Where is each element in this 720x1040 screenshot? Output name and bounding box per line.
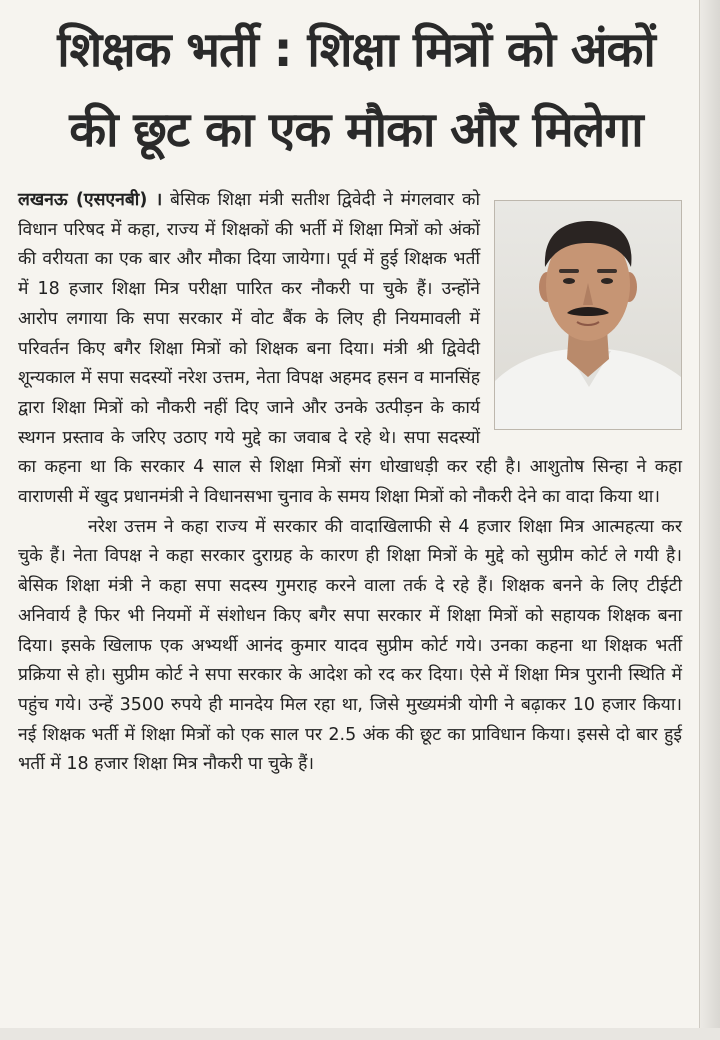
page-bottom-edge: [0, 1028, 720, 1040]
article-body: [18, 186, 682, 780]
paragraph-2: नरेश उत्तम ने कहा राज्य में सरकार की वादाखिलाफी से 4 हजार शिक्षा मित्र आत्महत्या कर चुके हैं। नेता विपक्ष ने कहा सरकार दुराग्रह के कारण ही शिक्षा मित्रों के मुद्दे को सुप्रीम कोर्ट ले गयी है। बेसिक शिक्षा मंत्री ने कहा सपा सदस्य गुमराह करने वाला तर्क दे रहे हैं। शिक्षक बनने के लिए टीईटी अनिवार्य है फिर भी नियमों में संशोधन किए बगैर सपा सरकार में शिक्षा मित्रों को सहायक शिक्षक बना दिया। इसके खिलाफ एक अभ्यर्थी आनंद कुमार यादव सुप्रीम कोर्ट गये। उनका कहना था शिक्षक भर्ती प्रक्रिया से हो। सुप्रीम कोर्ट ने सपा सरकार के आदेश को रद कर दिया। ऐसे में शिक्षा मित्र पुरानी स्थिति में पहुंच गये। उन्हें 3500 रुपये ही मानदेय मिल रहा था, जिसे मुख्यमंत्री योगी ने बढ़ाकर 10 हजार किया। नई शिक्षक भर्ती में शिक्षा मित्रों को एक साल पर 2.5 अंक की छूट का प्राविधान किया। इससे दो बार हुई भर्ती में 18 हजार शिक्षा मित्र नौकरी पा चुके हैं।: [18, 516, 682, 775]
portrait-photo-icon: [494, 200, 682, 430]
page-right-edge: [699, 0, 720, 1040]
headline: [22, 10, 690, 170]
dateline: लखनऊ (एसएनबी) ।: [18, 190, 163, 210]
paragraph-1-text: बेसिक शिक्षा मंत्री सतीश द्विवेदी ने मंगलवार को विधान परिषद में कहा, राज्य में शिक्षकों की भर्ती में शिक्षा मित्रों को अंकों की वरीयता का एक बार और मौका दिया जायेगा। पूर्व में हुई शिक्षक भर्ती में 18 हजार शिक्षा मित्र परीक्षा पारित कर नौकरी पा चुके हैं। उन्होंने आरोप लगाया कि सपा सरकार में वोट बैंक के लिए ही नियमावली में परिवर्तन किए बगैर शिक्षा मित्रों को शिक्षक बना दिया। मंत्री श्री द्विवेदी शून्यकाल में सपा सदस्यों नरेश उत्तम, नेता विपक्ष अहमद हसन व मानसिंह द्वारा शिक्षा मित्रों को नौकरी नहीं दिए जाने और उनके उत्पीड़न के कार्य स्थगन प्रस्ताव के जरिए उठाए गये मुद्दे का जवाब दे रहे थे। सपा सदस्यों का कहना था कि सरकार 4 साल से शिक्षा मित्रों संग धोखाधड़ी कर रही है। आशुतोष सिन्हा ने कहा वाराणसी में खुद प्रधानमंत्री ने विधानसभा चुनाव के समय शिक्षा मित्रों को नौकरी देने का वादा किया था।: [18, 190, 682, 508]
headline-line-1: शिक्षक भर्ती : शिक्षा मित्रों को अंकों: [57, 22, 655, 78]
headline-line-2: की छूट का एक मौका और मिलेगा: [69, 102, 643, 158]
